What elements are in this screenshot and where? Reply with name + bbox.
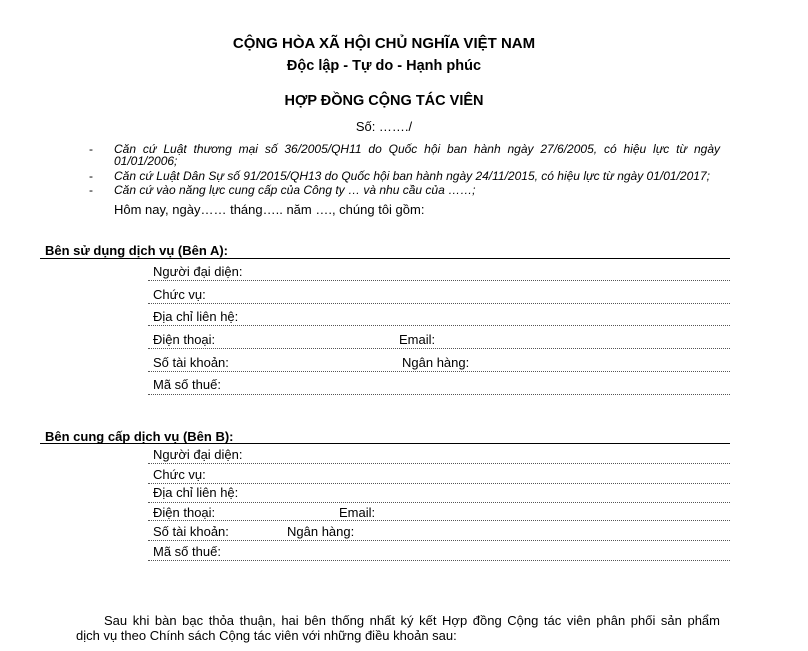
party-a-address-label: Địa chỉ liên hệ: [153, 309, 239, 324]
party-b-representative-label: Người đại diện: [153, 447, 243, 462]
divider [40, 443, 730, 444]
basis-item-1-line1: Căn cứ Luật thương mại số 36/2005/QH11 do Quốc hội ban hành ngày 27/6/2005, có hiệu lực từ ngày [114, 142, 720, 156]
party-b-phone-label: Điện thoại: [153, 505, 216, 520]
fill-line [148, 371, 730, 372]
fill-line [148, 540, 730, 541]
party-b-tax-label: Mã số thuế: [153, 544, 221, 559]
fill-line [148, 348, 730, 349]
fill-line [148, 325, 730, 326]
party-a-account-label: Số tài khoản: [153, 355, 229, 370]
party-b-address-label: Địa chỉ liên hệ: [153, 485, 239, 500]
party-a-bank-label: Ngân hàng: [402, 355, 470, 370]
basis-item-2: Căn cứ Luật Dân Sự số 91/2015/QH13 do Quốc hội ban hành ngày 24/11/2015, có hiệu lực từ ngày 01/01/2017; [114, 169, 710, 183]
fill-line [148, 303, 730, 304]
bullet-dash: - [89, 183, 93, 197]
party-a-heading: Bên sử dụng dịch vụ (Bên A): [45, 243, 228, 258]
contract-number: Số: ……./ [355, 119, 413, 134]
closing-line-2: dịch vụ theo Chính sách Cộng tác viên với những điều khoản sau: [76, 628, 457, 643]
divider [40, 258, 730, 259]
contract-title: HỢP ĐỒNG CỘNG TÁC VIÊN [284, 93, 484, 109]
party-a-position-label: Chức vụ: [153, 287, 206, 302]
party-a-tax-label: Mã số thuế: [153, 377, 221, 392]
bullet-dash: - [89, 142, 93, 156]
basis-item-3: Căn cứ vào năng lực cung cấp của Công ty … và nhu cầu của ……; [114, 183, 476, 197]
basis-item-1 [114, 143, 720, 167]
closing-line-1: Sau khi bàn bạc thỏa thuận, hai bên thống nhất ký kết Hợp đồng Cộng tác viên phân phối sản phẩm [104, 613, 720, 628]
fill-line [148, 560, 730, 561]
fill-line [148, 463, 730, 464]
intro-line: Hôm nay, ngày…… tháng….. năm …., chúng tôi gồm: [114, 202, 425, 217]
party-b-bank-label: Ngân hàng: [287, 524, 355, 539]
fill-line [148, 502, 730, 503]
party-b-account-label: Số tài khoản: [153, 524, 229, 539]
fill-line [148, 280, 730, 281]
basis-item-1-line2: 01/01/2006; [114, 154, 178, 168]
party-a-phone-label: Điện thoại: [153, 332, 216, 347]
party-b-position-label: Chức vụ: [153, 467, 206, 482]
party-a-representative-label: Người đại diện: [153, 264, 243, 279]
motto: Độc lập - Tự do - Hạnh phúc [286, 58, 482, 74]
country-title: CỘNG HÒA XÃ HỘI CHỦ NGHĨA VIỆT NAM [232, 35, 536, 52]
fill-line [148, 483, 730, 484]
fill-line [148, 394, 730, 395]
party-b-heading: Bên cung cấp dịch vụ (Bên B): [45, 429, 234, 444]
bullet-dash: - [89, 169, 93, 183]
fill-line [148, 520, 730, 521]
party-b-email-label: Email: [339, 505, 376, 520]
party-a-email-label: Email: [399, 332, 436, 347]
